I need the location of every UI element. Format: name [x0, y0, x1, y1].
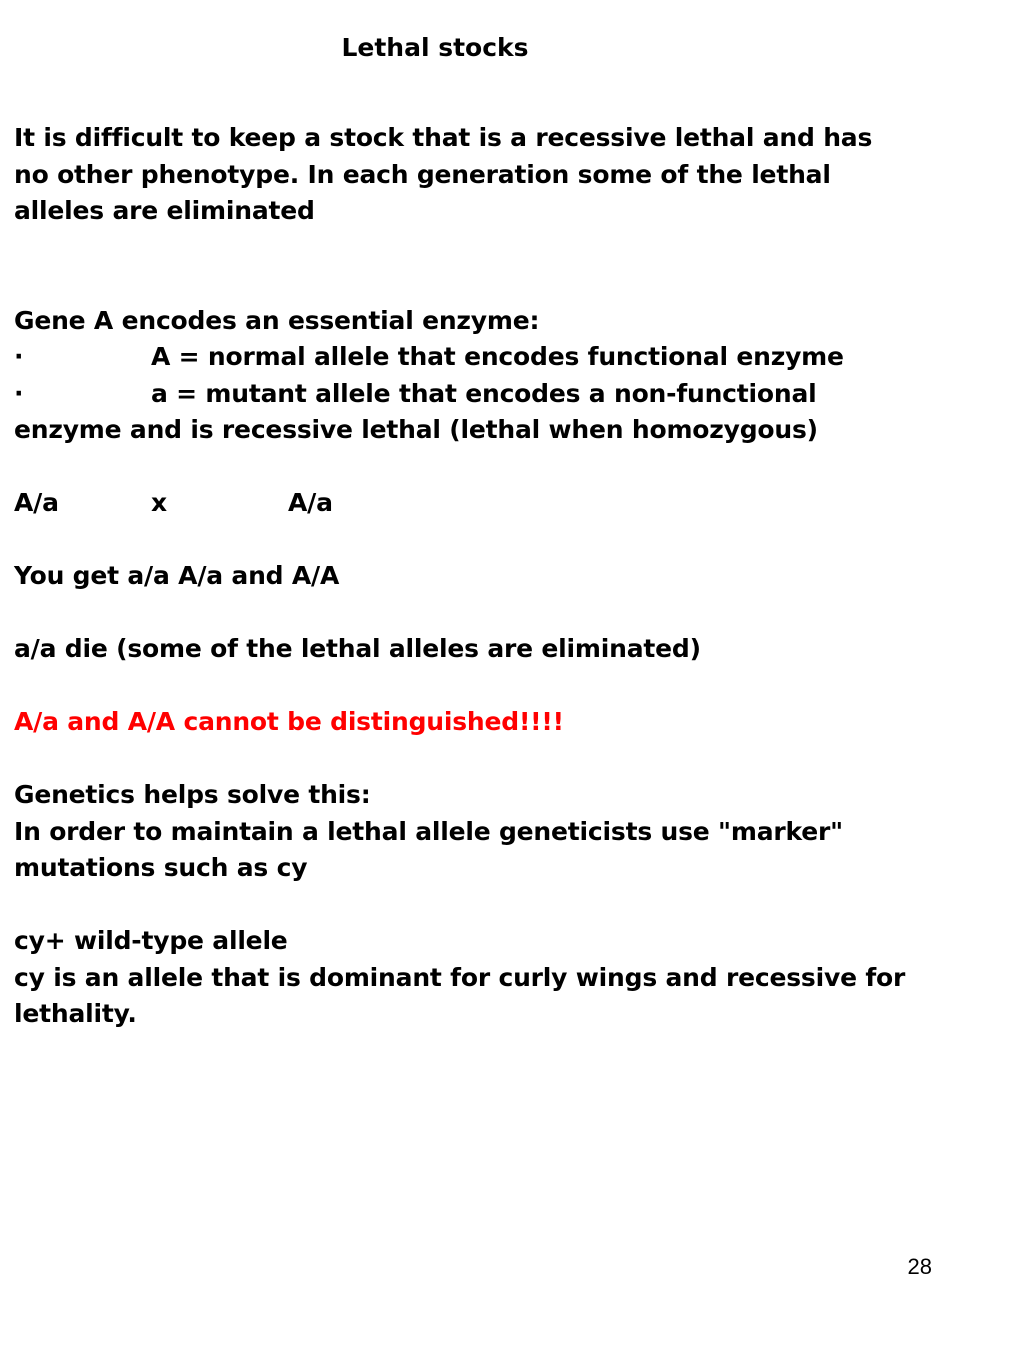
genetic-cross — [14, 485, 1014, 522]
spacer — [14, 668, 1014, 705]
cross-parent-left: A/a — [14, 488, 59, 517]
bullet-text: A = normal allele that encodes functional enzyme — [151, 342, 844, 371]
page-title: Lethal stocks — [341, 33, 529, 62]
offspring-line: You get a/a A/a and A/A — [14, 561, 340, 590]
intro-line-2: no other phenotype. In each generation some of the lethal — [14, 159, 831, 189]
spacer — [14, 230, 1014, 267]
intro-line-1: It is difficult to keep a stock that is a recessive lethal and has — [14, 123, 873, 152]
cross-operator: x — [151, 488, 167, 517]
bullet-continuation: enzyme and is recessive lethal (lethal when homozygous) — [14, 415, 818, 444]
content-body — [14, 120, 1014, 1033]
cross-parent-right: A/a — [288, 488, 333, 517]
allele-line-1: cy+ wild-type allele — [14, 926, 288, 955]
solution-line-3: mutations such as cy — [14, 853, 308, 882]
bullet-marker: · — [14, 378, 24, 408]
allele-line-3: lethality. — [14, 999, 137, 1028]
spacer — [14, 449, 1014, 486]
solution-line-2: In order to maintain a lethal allele geneticists use "marker" — [14, 816, 843, 846]
spacer — [14, 887, 1014, 924]
page-number: 28 — [907, 1254, 932, 1279]
allele-line-2: cy is an allele that is dominant for curly wings and recessive for — [14, 962, 906, 992]
gene-heading: Gene A encodes an essential enzyme: — [14, 305, 540, 335]
spacer — [14, 522, 1014, 559]
spacer — [14, 595, 1014, 632]
warning-line: A/a and A/A cannot be distinguished!!!! — [14, 707, 564, 736]
bullet-item-mutant-allele — [14, 376, 1014, 413]
spacer — [14, 741, 1014, 778]
solution-line-1: Genetics helps solve this: — [14, 780, 371, 809]
bullet-text: a = mutant allele that encodes a non-functional — [151, 378, 817, 408]
bullet-marker: · — [14, 342, 24, 371]
bullet-item-normal-allele — [14, 339, 1014, 376]
intro-line-3: alleles are eliminated — [14, 196, 315, 225]
death-note: a/a die (some of the lethal alleles are eliminated) — [14, 634, 701, 663]
spacer — [14, 266, 1014, 303]
